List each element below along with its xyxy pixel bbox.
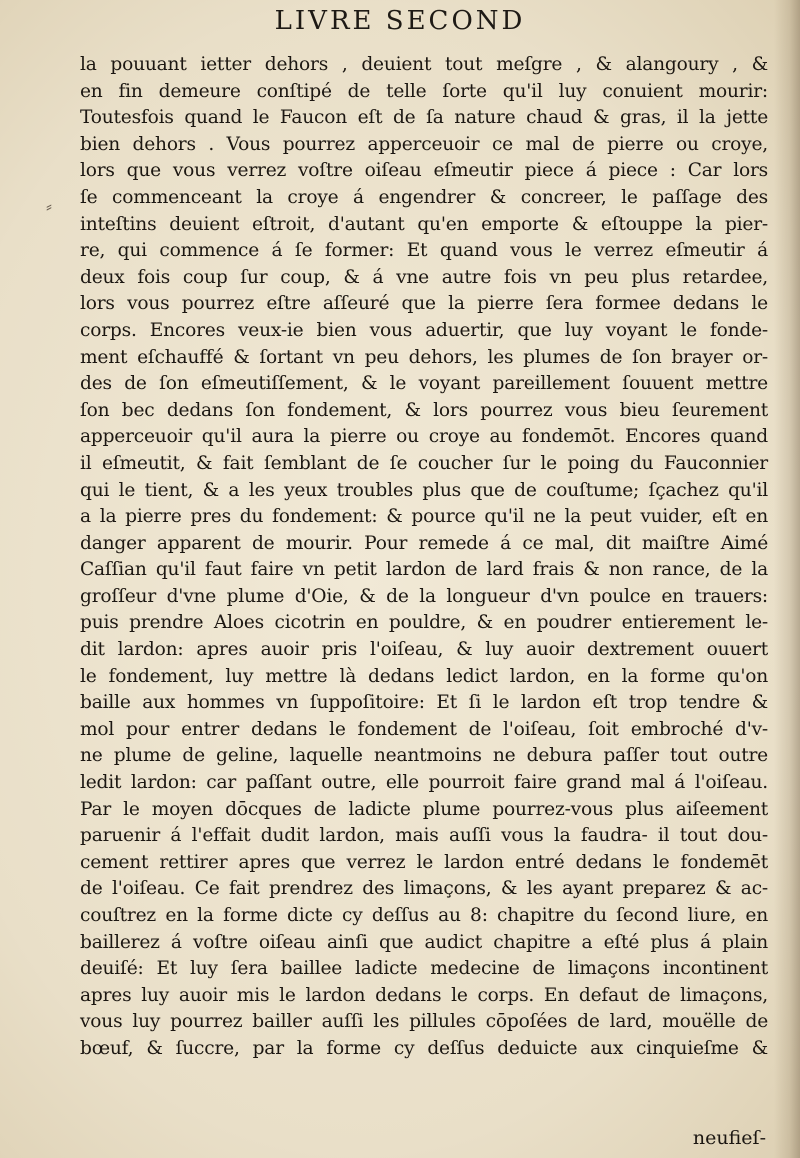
text-line: re, qui commence á ſe former: Et quand vous le verrez eſmeutir á — [80, 240, 768, 262]
text-line: des de ſon eſmeutiſſement, & le voyant pareillement ſouuent mettre — [80, 373, 768, 395]
text-line: il eſmeutit, & fait ſemblant de ſe coucher ſur le poing du Fauconnier — [80, 452, 768, 474]
text-line: Toutesfois quand le Faucon eſt de ſa nature chaud & gras, il la jette — [80, 107, 768, 129]
text-line: la pouuant ietter dehors , deuient tout meſgre , & alangoury , & — [80, 54, 768, 75]
text-line: deuiſé: Et luy ſera baillee ladicte medecine de limaçons incontinent — [80, 958, 768, 980]
text-line: lors que vous verrez voſtre oiſeau eſmeutir piece á piece : Car lors — [80, 160, 768, 182]
text-line: a la pierre pres du fondement: & pource qu'il ne la peut vuider, eſt en — [80, 506, 768, 528]
text-line: vous luy pourrez bailler auſſi les pillules cōpoſées de lard, mouëlle de — [80, 1011, 768, 1033]
text-line: ledit lardon: car paſſant outre, elle pourroit faire grand mal á l'oiſeau. — [80, 772, 768, 794]
text-line: corps. Encores veux-ie bien vous aduertir, que luy voyant le fonde- — [80, 319, 768, 341]
running-head: LIVRE SECOND — [274, 6, 526, 36]
text-line: qui le tient, & a les yeux troubles plus que de couſtume; ſçachez qu'il — [80, 479, 768, 501]
text-line: baillerez á voſtre oiſeau ainſi que audict chapitre a eſté plus á plain — [80, 931, 768, 953]
text-line: le fondement, luy mettre là dedans ledict lardon, en la forme qu'on — [80, 665, 768, 687]
text-line: baille aux hommes vn ſuppoſitoire: Et ſi le lardon eſt trop tendre & — [80, 692, 768, 714]
text-line: apres luy auoir mis le lardon dedans le corps. En defaut de limaçons, — [80, 984, 768, 1006]
text-line: bien dehors . Vous pourrez apperceuoir ce mal de pierre ou croye, — [80, 133, 768, 155]
text-line: deux fois coup ſur coup, & á vne autre fois vn peu plus retardee, — [80, 266, 768, 288]
margin-mark: ⸗ — [46, 196, 52, 217]
page-edge-shadow — [774, 0, 800, 1158]
body-text — [80, 52, 768, 1063]
text-line: mol pour entrer dedans le fondement de l'oiſeau, ſoit embroché d'v- — [80, 718, 768, 740]
text-line: de l'oiſeau. Ce fait prendrez des limaçons, & les ayant preparez & ac- — [80, 878, 768, 900]
text-line: ment eſchauffé & ſortant vn peu dehors, les plumes de ſon brayer or- — [80, 346, 768, 368]
text-line: bœuf, & ſuccre, par la forme cy deſſus deduicte aux cinquieſme & — [80, 1037, 768, 1059]
text-line: Caſſian qu'il faut faire vn petit lardon de lard frais & non rance, de la — [80, 559, 768, 581]
text-line: en fin demeure conſtipé de telle ſorte qu'il luy conuient mourir: — [80, 80, 768, 102]
text-line: apperceuoir qu'il aura la pierre ou croye au fondemōt. Encores quand — [80, 426, 768, 448]
text-line: inteſtins deuient eſtroit, d'autant qu'en emporte & eſtouppe la pier- — [80, 213, 768, 235]
text-line: cement rettirer apres que verrez le lardon entré dedans le fondemēt — [80, 851, 768, 873]
text-line: lors vous pourrez eſtre aſſeuré que la pierre ſera formee dedans le — [80, 293, 768, 315]
text-line: groſſeur d'vne plume d'Oie, & de la longueur d'vn poulce en trauers: — [80, 585, 768, 607]
text-line: ſe commenceant la croye á engendrer & concreer, le paſſage des — [80, 186, 768, 208]
text-line: ne plume de geline, laquelle neantmoins ne debura paſſer tout outre — [80, 745, 768, 767]
text-line: puis prendre Aloes cicotrin en pouldre, & en poudrer entierement le- — [80, 612, 768, 634]
text-line: Par le moyen dōcques de ladicte plume pourrez-vous plus aiſeement — [80, 798, 768, 820]
text-line: ſon bec dedans ſon fondement, & lors pourrez vous bieu ſeurement — [80, 399, 768, 421]
text-line: danger apparent de mourir. Pour remede á ce mal, dit maiſtre Aimé — [80, 532, 768, 554]
text-line: dit lardon: apres auoir pris l'oiſeau, & luy auoir dextrement ouuert — [80, 639, 768, 661]
text-line: couſtrez en la forme dicte cy deſſus au 8: chapitre du ſecond liure, en — [80, 905, 768, 926]
text-line: paruenir á l'effait dudit lardon, mais auſſi vous la faudra- il tout dou- — [80, 825, 768, 847]
catchword: neufieſ- — [692, 1127, 766, 1149]
